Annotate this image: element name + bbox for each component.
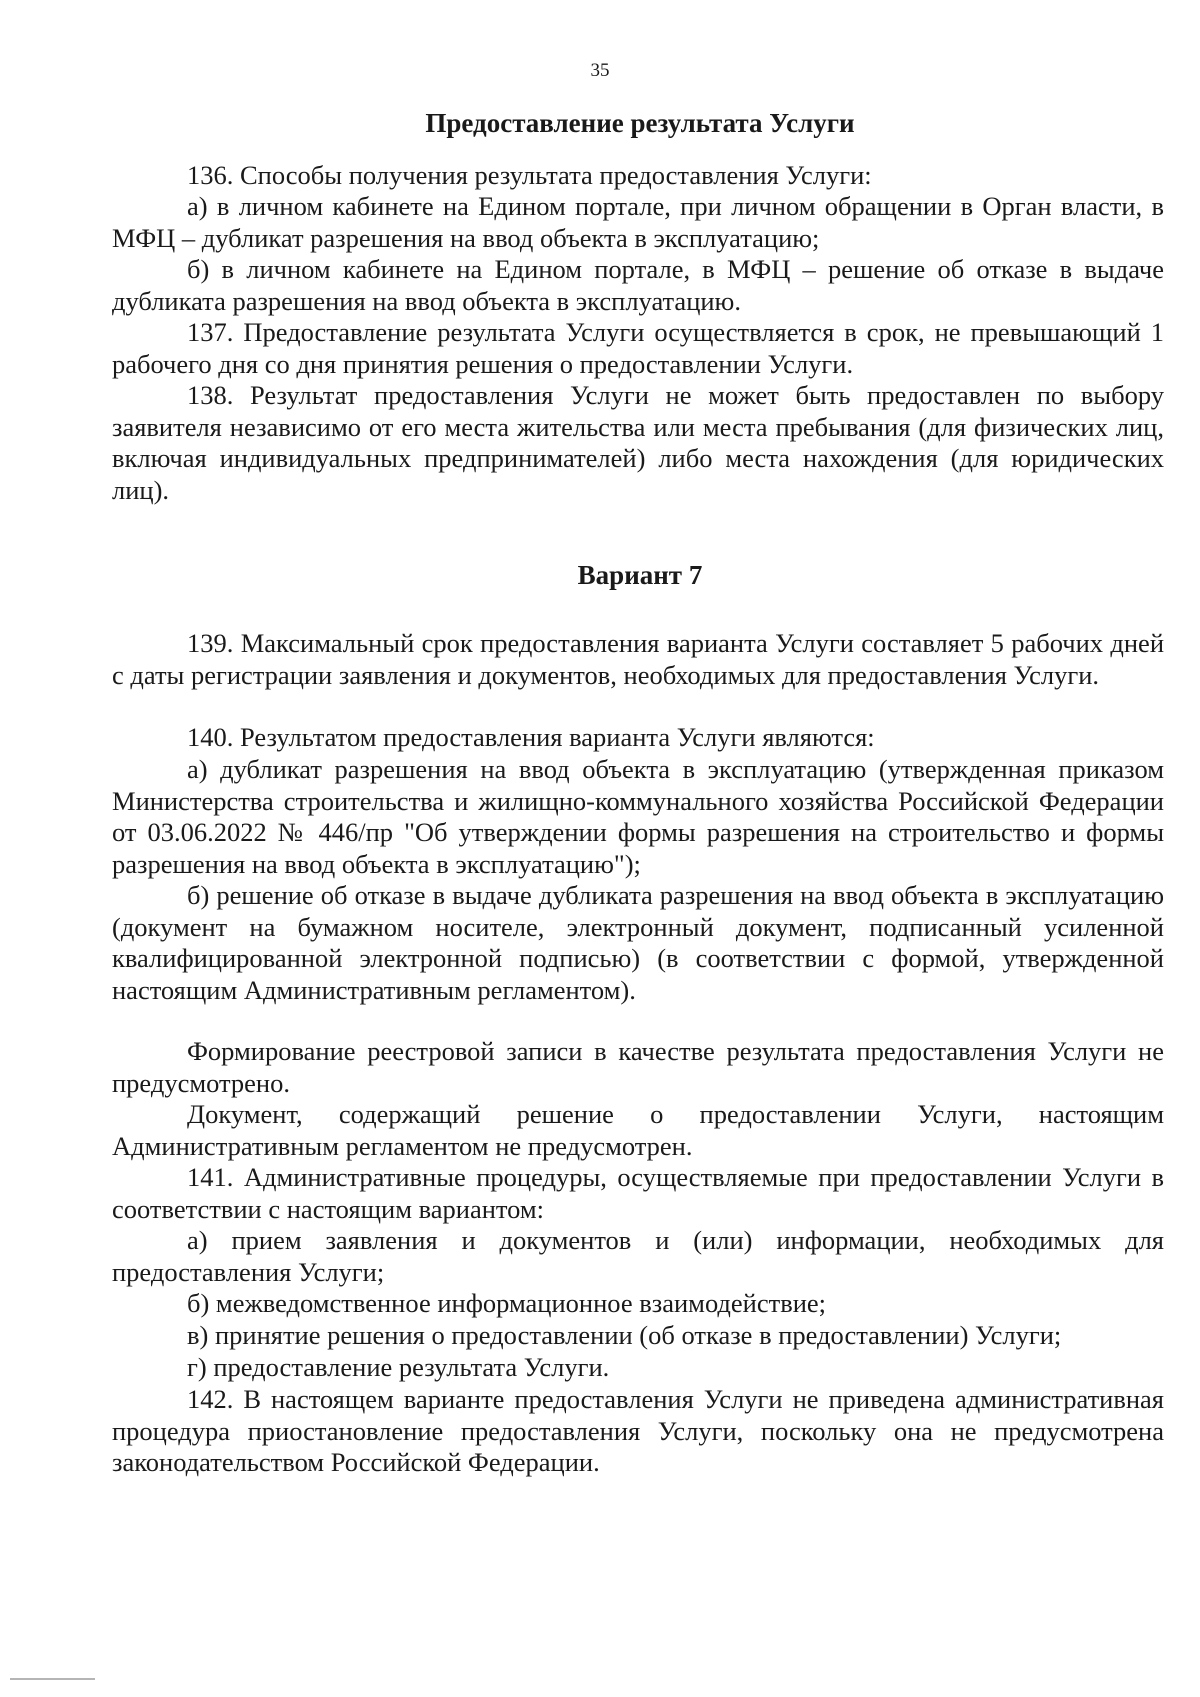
paragraph-141-d: г) предоставление результата Услуги.	[187, 1352, 610, 1382]
paragraph-136: 136. Способы получения результата предоставления Услуги:	[187, 160, 872, 190]
scan-edge-line	[10, 1678, 95, 1680]
paragraph-140-b: б) решение об отказе в выдаче дубликата разрешения на ввод объекта в эксплуатацию (документ на бумажном носителе, электронный документ, подписанный усиленной квалифицированной электронной подписью) (в соответствии с формой, утвержденной настоящим Административным регламентом).	[112, 880, 1164, 1005]
paragraph-141: 141. Административные процедуры, осуществляемые при предоставлении Услуги в соответствии с настоящим вариантом:	[112, 1162, 1164, 1224]
paragraph-137: 137. Предоставление результата Услуги осуществляется в срок, не превышающий 1 рабочего дня со дня принятия решения о предоставлении Услуги.	[112, 317, 1164, 379]
paragraph-136-a: а) в личном кабинете на Едином портале, при личном обращении в Орган власти, в МФЦ – дубликат разрешения на ввод объекта в эксплуатацию;	[112, 191, 1164, 253]
paragraph-141-b: б) межведомственное информационное взаимодействие;	[187, 1288, 827, 1318]
paragraph-141-a: а) прием заявления и документов и (или) информации, необходимых для предоставления Услуги;	[112, 1225, 1164, 1287]
paragraph-138: 138. Результат предоставления Услуги не может быть предоставлен по выбору заявителя независимо от его места жительства или места пребывания (для физических лиц, включая индивидуальных предпринимателей) либо места нахождения (для юридических лиц).	[112, 380, 1164, 505]
variant-title: Вариант 7	[577, 560, 703, 590]
paragraph-140-a: а) дубликат разрешения на ввод объекта в эксплуатацию (утвержденная приказом Министерства строительства и жилищно-коммунального хозяйства Российской Федерации от 03.06.2022 № 446/пр "Об утверждении формы разрешения на строительство и формы разрешения на ввод объекта в эксплуатацию");	[112, 754, 1164, 879]
paragraph-140: 140. Результатом предоставления варианта Услуги являются:	[187, 722, 875, 752]
paragraph-decision-document: Документ, содержащий решение о предоставлении Услуги, настоящим Административным регламентом не предусмотрен.	[112, 1099, 1164, 1161]
section-title: Предоставление результата Услуги	[425, 108, 855, 138]
paragraph-136-b: б) в личном кабинете на Едином портале, в МФЦ – решение об отказе в выдаче дубликата разрешения на ввод объекта в эксплуатацию.	[112, 254, 1164, 316]
paragraph-141-c: в) принятие решения о предоставлении (об отказе в предоставлении) Услуги;	[187, 1320, 1062, 1350]
page-number: 35	[590, 60, 610, 81]
paragraph-registry-record: Формирование реестровой записи в качестве результата предоставления Услуги не предусмотрено.	[112, 1036, 1164, 1098]
paragraph-142: 142. В настоящем варианте предоставления Услуги не приведена административная процедура приостановление предоставления Услуги, поскольку она не предусмотрена законодательством Российской Федерации.	[112, 1384, 1164, 1477]
paragraph-139: 139. Максимальный срок предоставления варианта Услуги составляет 5 рабочих дней с даты регистрации заявления и документов, необходимых для предоставления Услуги.	[112, 628, 1164, 690]
